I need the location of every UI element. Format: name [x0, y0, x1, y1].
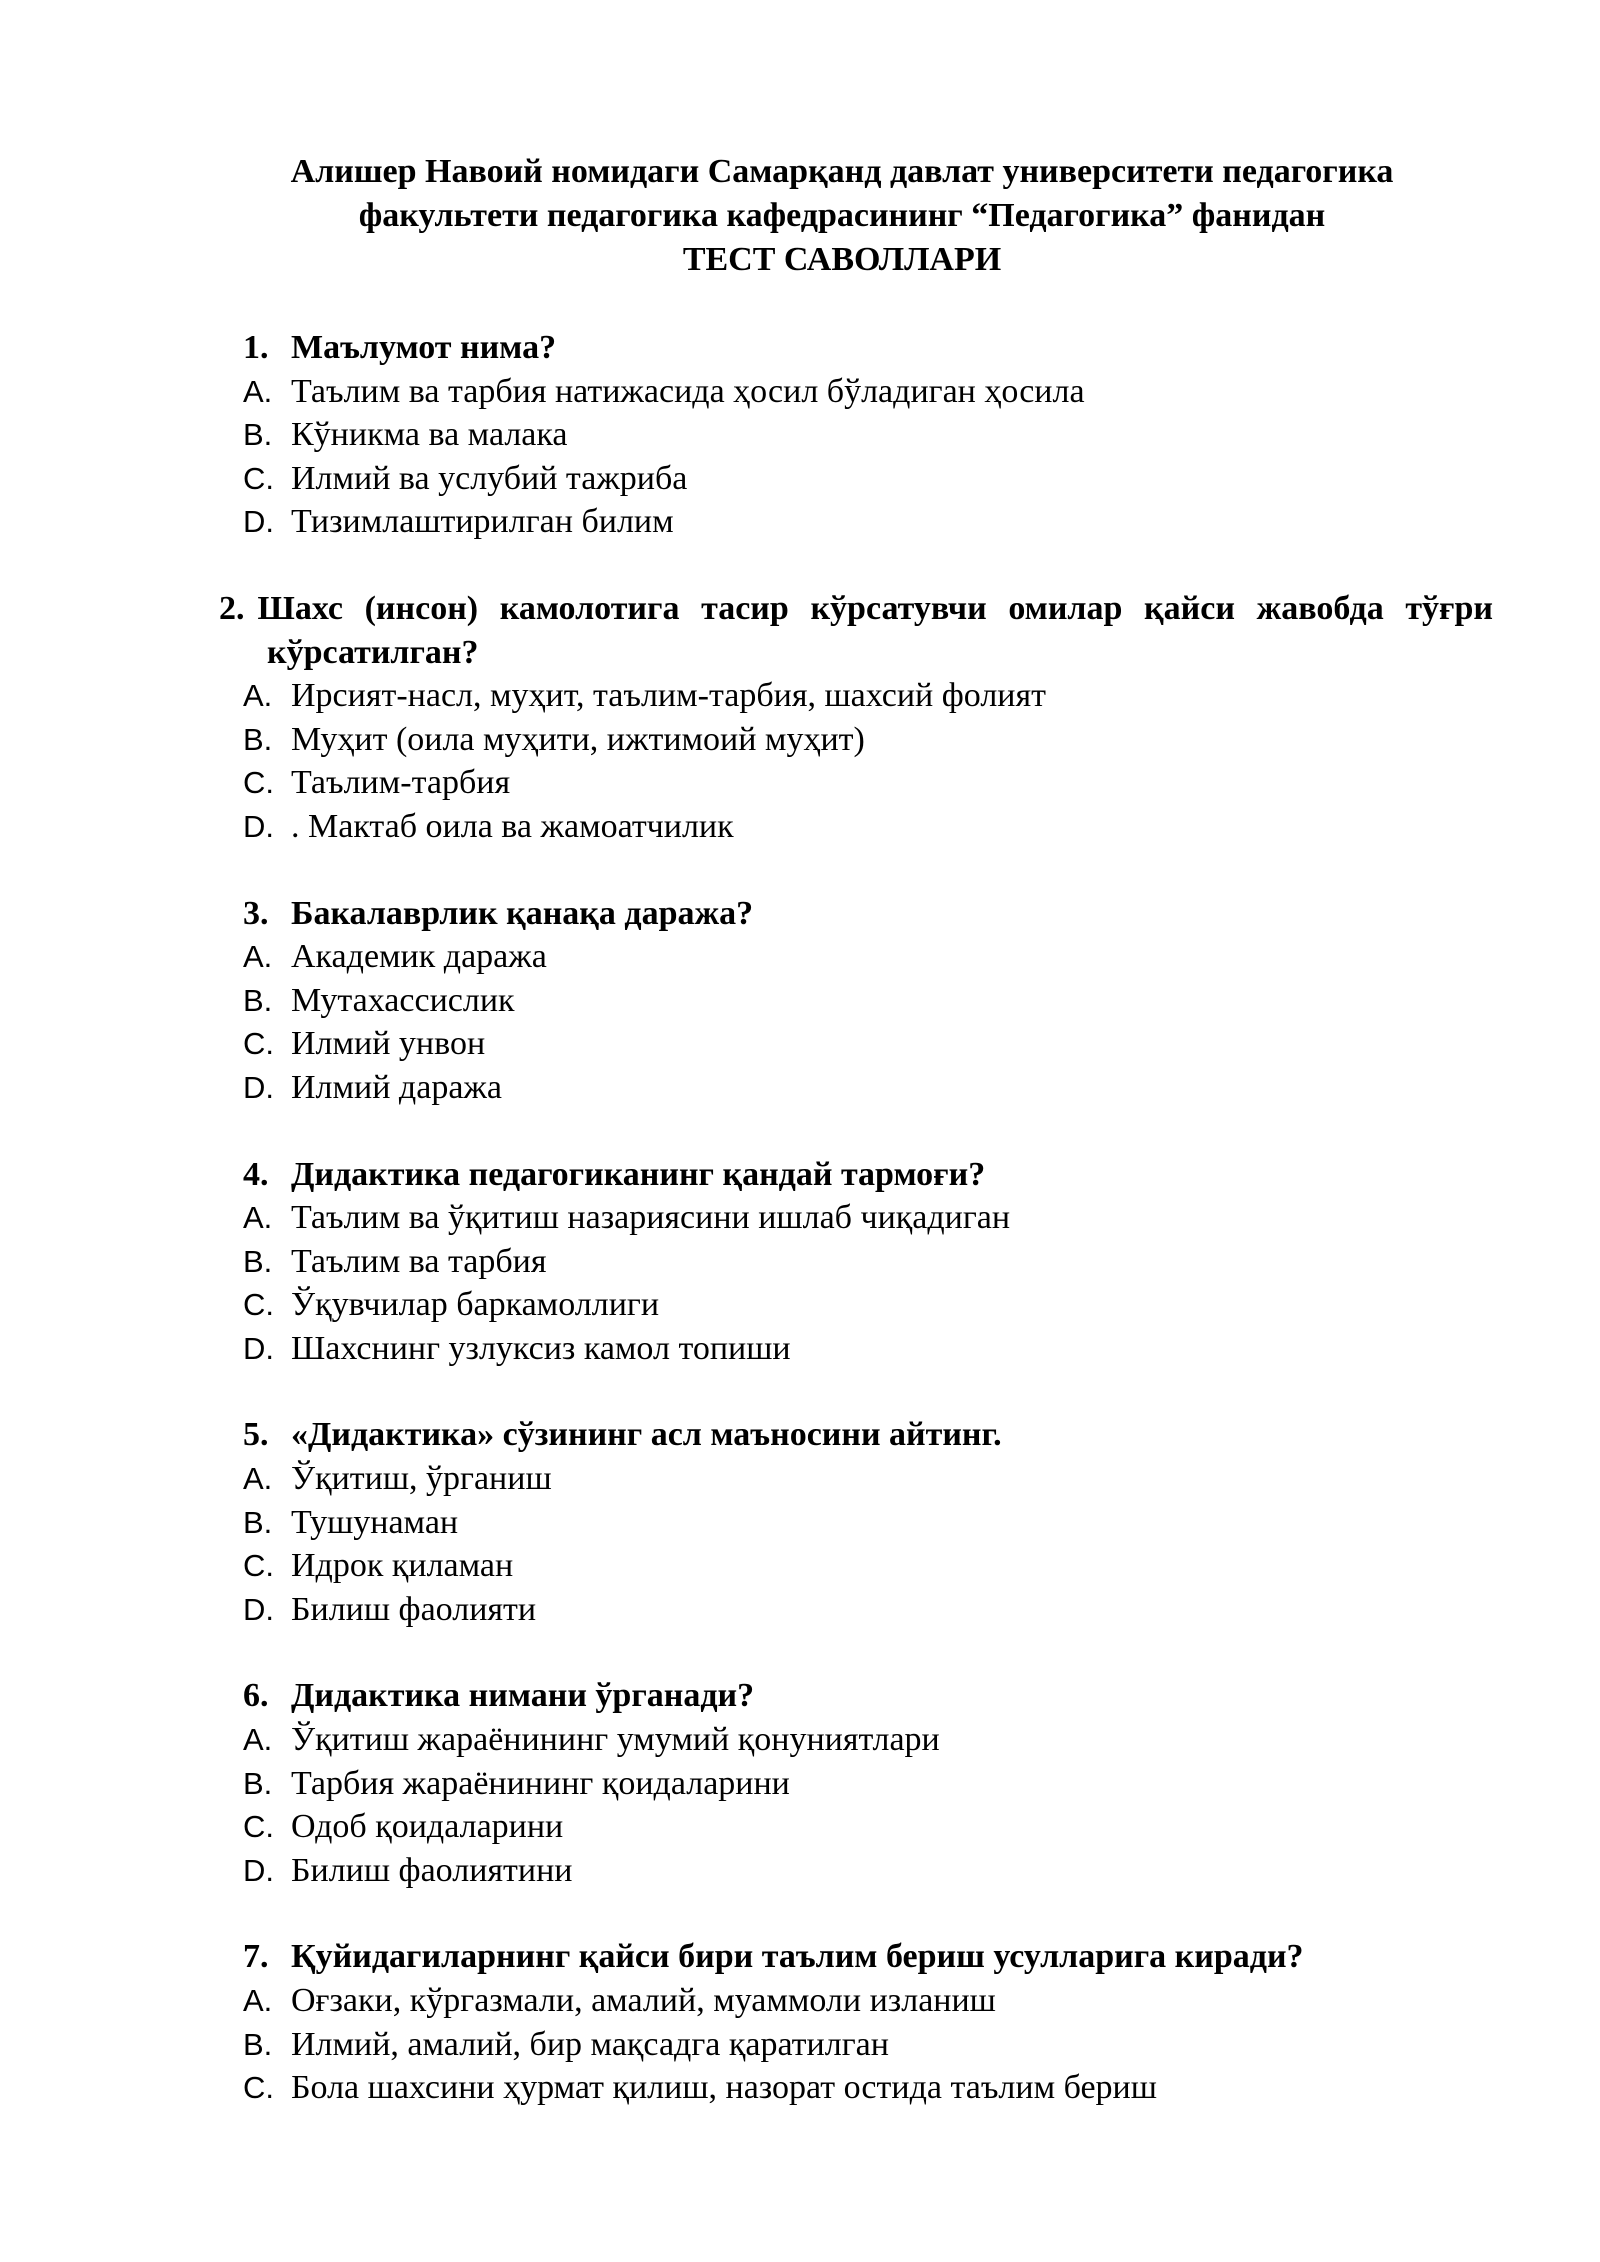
- question-5: [243, 1413, 1493, 1631]
- answer-text: Одоб қоидаларини: [291, 1808, 564, 1846]
- answer-letter: A.: [243, 1722, 273, 1758]
- answer-option: [243, 805, 1493, 849]
- answer-option: [243, 1022, 1493, 1066]
- answer-text: Бола шахсини ҳурмат қилиш, назорат остида таълим бериш: [291, 2069, 1157, 2107]
- answer-text: Мутахассислик: [291, 981, 515, 1019]
- answer-letter: B.: [243, 2026, 273, 2062]
- answer-option: [243, 1718, 1493, 1762]
- answer-option: [243, 2066, 1493, 2110]
- answer-option: [243, 2023, 1493, 2067]
- question-number: 7.: [243, 1938, 269, 1976]
- question-text: Дидактика педагогиканинг қандай тармоғи?: [291, 1155, 986, 1193]
- question-text: Дидактика нимани ўрганади?: [291, 1677, 755, 1715]
- question-2: [219, 587, 1493, 849]
- answer-text: Билиш фаолияти: [291, 1590, 537, 1628]
- question-title: [243, 892, 1493, 936]
- answer-text: Илмий ва услубий тажриба: [291, 459, 688, 497]
- answer-text: Ирсият-насл, муҳит, таълим-тарбия, шахсий фолият: [291, 677, 1046, 715]
- answer-text: Оғзаки, кўргазмали, амалий, муаммоли изланиш: [291, 1982, 996, 2019]
- answer-letter: C.: [243, 765, 274, 801]
- answer-text: Ўқувчилар баркамоллиги: [291, 1286, 660, 1324]
- answer-letter: D.: [243, 808, 274, 844]
- answer-text: Илмий унвон: [291, 1025, 486, 1063]
- answer-option: [243, 500, 1493, 544]
- answer-text: Таълим ва тарбия: [291, 1242, 547, 1280]
- answer-text: . Мактаб оила ва жамоатчилик: [291, 807, 734, 845]
- answer-letter: A.: [243, 939, 273, 975]
- answer-letter: A.: [243, 678, 273, 714]
- answer-letter: C.: [243, 1809, 274, 1845]
- answer-text: Муҳит (оила муҳити, ижтимоий муҳит): [291, 720, 865, 758]
- document-header: [200, 150, 1484, 282]
- question-title: [243, 1674, 1493, 1718]
- question-7: [243, 1935, 1493, 2109]
- answer-option: [243, 1501, 1493, 1545]
- answer-letter: D.: [243, 1069, 274, 1105]
- answer-letter: D.: [243, 1852, 274, 1888]
- answer-option: [243, 674, 1493, 718]
- question-number: 3.: [243, 894, 269, 932]
- question-1: [243, 326, 1493, 544]
- header-line-title: ТЕСТ САВОЛЛАРИ: [682, 241, 1002, 278]
- answer-option: [243, 1240, 1493, 1284]
- answer-text: Идрок қиламан: [291, 1547, 514, 1585]
- question-title: [243, 1413, 1493, 1457]
- answer-letter: C.: [243, 2070, 274, 2106]
- answer-text: Тизимлаштирилган билим: [291, 503, 674, 541]
- answer-letter: C.: [243, 460, 274, 496]
- question-number: 5.: [243, 1416, 269, 1454]
- question-title: [243, 326, 1493, 370]
- answer-option: [243, 1327, 1493, 1371]
- answer-text: Илмий, амалий, бир мақсадга қаратилган: [291, 2025, 889, 2063]
- answer-option: [243, 935, 1493, 979]
- answer-letter: C.: [243, 1026, 274, 1062]
- answer-letter: B.: [243, 721, 273, 757]
- answer-text: Тарбия жараёнининг қоидаларини: [291, 1764, 790, 1802]
- answer-option: [243, 761, 1493, 805]
- answer-option: [243, 1544, 1493, 1588]
- answer-text: Кўникма ва малака: [291, 416, 568, 454]
- answer-text: Таълим ва ўқитиш назариясини ишлаб чиқадиган: [291, 1199, 1011, 1237]
- answer-option: [243, 1849, 1493, 1893]
- answer-letter: A.: [243, 373, 273, 409]
- question-number: 4.: [243, 1155, 269, 1193]
- answer-option: [243, 1066, 1493, 1110]
- answer-option: [243, 1283, 1493, 1327]
- answer-option: [243, 1457, 1493, 1501]
- answer-option: [243, 1762, 1493, 1806]
- answer-option: [243, 1805, 1493, 1849]
- header-line-faculty: факультети педагогика кафедрасининг “Педагогика” фанидан: [358, 197, 1326, 234]
- answer-text: Билиш фаолиятини: [291, 1851, 573, 1889]
- answer-letter: D.: [243, 504, 274, 540]
- answer-letter: A.: [243, 1983, 273, 2018]
- answer-letter: A.: [243, 1200, 273, 1236]
- answer-option: [243, 979, 1493, 1023]
- question-title: [243, 1153, 1493, 1197]
- answer-letter: C.: [243, 1287, 274, 1323]
- answer-text: Тушунаман: [291, 1503, 459, 1541]
- answer-text: Илмий даража: [291, 1068, 502, 1106]
- question-title: [243, 1935, 1493, 1979]
- answer-letter: B.: [243, 417, 273, 453]
- question-text: Шахс (инсон) камолотига тасир кўрсатувчи омилар қайси жавобда тўғри кўрсатилган?: [257, 589, 1493, 671]
- answer-option: [243, 1979, 1493, 2023]
- answer-letter: B.: [243, 1765, 273, 1801]
- question-text: Бакалаврлик қанақа даража?: [291, 894, 754, 932]
- answer-text: Ўқитиш, ўрганиш: [291, 1460, 552, 1498]
- answer-letter: B.: [243, 1243, 273, 1279]
- answer-text: Ўқитиш жараёнининг умумий қонуниятлари: [291, 1721, 940, 1759]
- question-text: Қуйидагиларнинг қайси бири таълим бериш усулларига киради?: [291, 1938, 1304, 1976]
- answer-letter: B.: [243, 982, 273, 1018]
- answer-option: [243, 1588, 1493, 1632]
- question-number: 6.: [243, 1677, 269, 1715]
- question-text: Маълумот нима?: [291, 329, 557, 366]
- answer-letter: A.: [243, 1461, 273, 1497]
- answer-letter: D.: [243, 1330, 274, 1366]
- answer-letter: C.: [243, 1548, 274, 1584]
- answer-letter: D.: [243, 1591, 274, 1627]
- question-text: «Дидактика» сўзининг асл маъносини айтинг.: [291, 1416, 1002, 1454]
- answer-letter: B.: [243, 1504, 273, 1540]
- answer-text: Таълим-тарбия: [291, 764, 511, 802]
- question-6: [243, 1674, 1493, 1892]
- question-4: [243, 1153, 1493, 1371]
- answer-option: [243, 718, 1493, 762]
- answer-text: Таълим ва тарбия натижасида ҳосил бўладиган ҳосила: [291, 372, 1085, 410]
- question-title: [219, 587, 1493, 674]
- header-line-university: Алишер Навоий номидаги Самарқанд давлат университети педагогика: [290, 153, 1394, 190]
- question-number: 2.: [219, 589, 245, 627]
- question-number: 1.: [243, 329, 269, 366]
- answer-option: [243, 413, 1493, 457]
- answer-text: Шахснинг узлуксиз камол топиши: [291, 1329, 791, 1367]
- question-3: [243, 892, 1493, 1110]
- answer-text: Академик даража: [291, 938, 547, 976]
- answer-option: [243, 1196, 1493, 1240]
- questions-list: [219, 326, 1493, 2153]
- answer-option: [243, 457, 1493, 501]
- answer-option: [243, 370, 1493, 414]
